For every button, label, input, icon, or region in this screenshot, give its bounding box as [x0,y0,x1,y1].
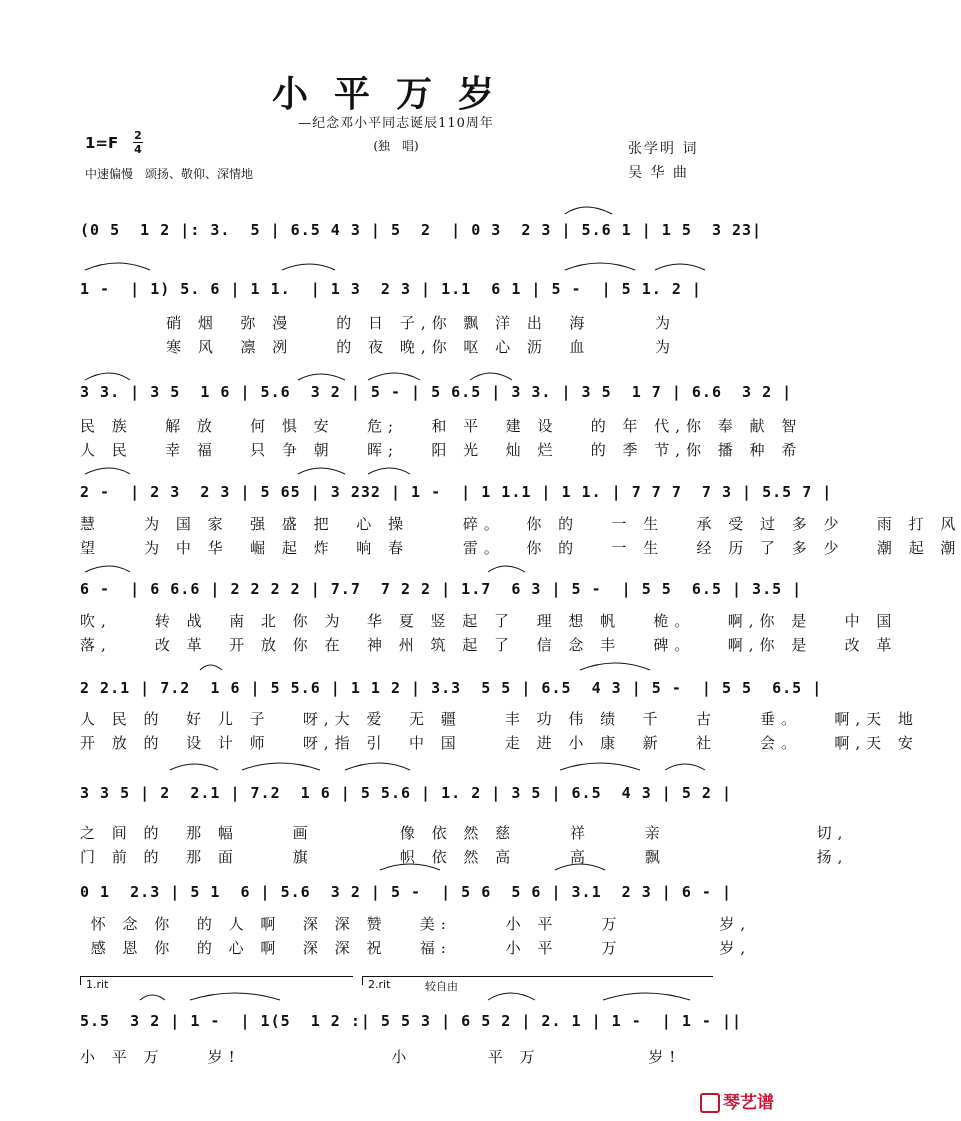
tempo-marking: 中速偏慢 颂扬、敬仰、深情地 [85,167,254,181]
score-line-2-lyric-1: 硝 烟 弥 漫 的 日 子,你 飘 洋 出 海 为 [80,314,677,332]
second-ending-label: 2.rit [368,978,391,991]
score-line-8-notes: 0 1 2.3 | 5 1 6 | 5.6 3 2 | 5 - | 5 6 5 6 | 3.1 2 3 | 6 - | [80,883,732,901]
performance-note: (独 唱) [373,139,419,153]
first-ending-label: 1.rit [86,978,109,991]
score-line-2-notes: 1 - | 1) 5. 6 | 1 1. | 1 3 2 3 | 1.1 6 1 | 5 - | 5 1. 2 | [80,280,702,298]
time-signature-bottom: 4 [134,143,142,156]
score-line-6-lyric-1: 人 民 的 好 儿 子 呀,大 爱 无 疆 丰 功 伟 绩 千 古 垂。 啊,天 地 [80,710,919,728]
score-line-5-lyric-2: 落, 改 革 开 放 你 在 神 州 筑 起 了 信 念 丰 碑。 啊,你 是 改 革 [80,636,898,654]
score-line-3-notes: 3 3. | 3 5 1 6 | 5.6 3 2 | 5 - | 5 6.5 | 3 3. | 3 5 1 7 | 6.6 3 2 | [80,383,793,401]
score-line-8-lyric-2: 感 恩 你 的 心 啊 深 深 祝 福: 小 平 万 岁, [80,939,752,957]
score-line-1-notes: (0 5 1 2 |: 3. 5 | 6.5 4 3 | 5 2 | 0 3 2 3 | 5.6 1 | 1 5 3 23| [80,221,763,239]
score-line-5-notes: 6 - | 6 6.6 | 2 2 2 2 | 7.7 7 2 2 | 1.7 6 3 | 5 - | 5 5 6.5 | 3.5 | [80,580,803,598]
lyricist-credit: 张学明 词 [628,141,699,157]
first-ending-bracket [80,976,353,985]
score-line-7-lyric-1: 之 间 的 那 幅 画 像 依 然 慈 祥 亲 切, [80,824,849,842]
time-signature-top: 2 [134,129,142,142]
brand-watermark [700,1088,774,1113]
time-signature [133,130,143,155]
score-line-2-lyric-2: 寒 风 凛 冽 的 夜 晚,你 呕 心 沥 血 为 [80,338,677,356]
key-signature: 1=F [85,134,119,152]
score-line-9-lyric-1: 小 平 万 岁! 小 平 万 岁! [80,1048,682,1066]
score-line-4-notes: 2 - | 2 3 2 3 | 5 65 | 3 232 | 1 - | 1 1.1 | 1 1. | 7 7 7 7 3 | 5.5 7 | [80,483,833,501]
score-line-6-lyric-2: 开 放 的 设 计 师 呀,指 引 中 国 走 进 小 康 新 社 会。 啊,天 安 [80,734,919,752]
score-line-5-lyric-1: 吹, 转 战 南 北 你 为 华 夏 竖 起 了 理 想 帆 桅。 啊,你 是 中 国 [80,612,898,630]
score-line-7-notes: 3 3 5 | 2 2.1 | 7.2 1 6 | 5 5.6 | 1. 2 | 3 5 | 6.5 4 3 | 5 2 | [80,784,732,802]
song-title: 小平万岁 [271,73,520,115]
brand-logo-icon [700,1093,720,1113]
song-subtitle: —纪念邓小平同志诞辰110周年 [298,116,494,131]
second-ending-note: 较自由 [425,980,458,993]
score-line-9-notes: 5.5 3 2 | 1 - | 1(5 1 2 :| 5 5 3 | 6 5 2 | 2. 1 | 1 - | 1 - || [80,1012,743,1030]
score-line-8-lyric-1: 怀 念 你 的 人 啊 深 深 赞 美: 小 平 万 岁, [80,915,752,933]
score-line-7-lyric-2: 门 前 的 那 面 旗 帜 依 然 高 高 飘 扬, [80,848,849,866]
second-ending-bracket [362,976,713,985]
score-line-3-lyric-2: 人 民 幸 福 只 争 朝 晖; 阳 光 灿 烂 的 季 节,你 播 种 希 [80,441,803,459]
score-line-6-notes: 2 2.1 | 7.2 1 6 | 5 5.6 | 1 1 2 | 3.3 5 5 | 6.5 4 3 | 5 - | 5 5 6.5 | [80,679,823,697]
brand-name: 琴艺谱 [723,1093,774,1113]
score-line-4-lyric-2: 望 为 中 华 崛 起 炸 响 春 雷。 你 的 一 生 经 历 了 多 少 潮 起 潮 [80,539,961,557]
score-line-4-lyric-1: 慧 为 国 家 强 盛 把 心 操 碎。 你 的 一 生 承 受 过 多 少 雨 打 风 [80,515,961,533]
composer-credit: 吴 华 曲 [628,165,689,181]
score-line-3-lyric-1: 民 族 解 放 何 惧 安 危; 和 平 建 设 的 年 代,你 奉 献 智 [80,417,803,435]
